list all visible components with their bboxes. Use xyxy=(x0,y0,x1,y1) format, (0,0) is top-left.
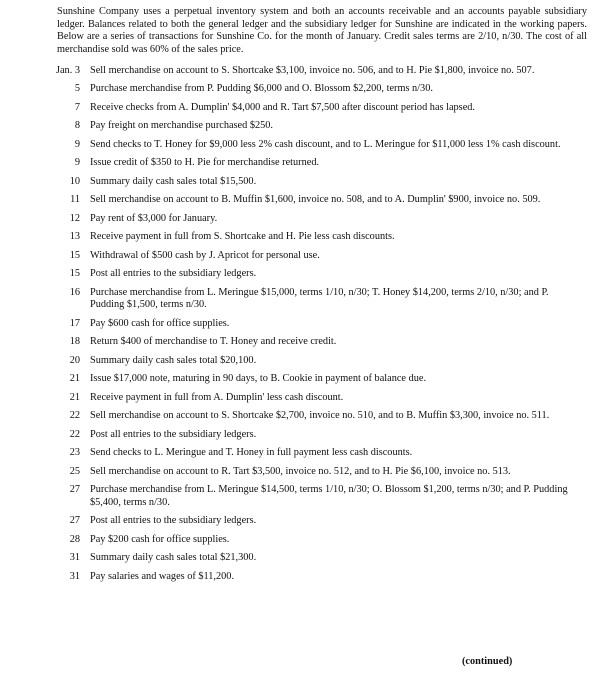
transaction-date: 15 xyxy=(69,249,80,261)
transaction-description: Summary daily cash sales total $20,100. xyxy=(90,354,257,366)
transaction-description: Summary daily cash sales total $15,500. xyxy=(90,175,257,187)
transaction-row xyxy=(0,392,613,405)
transaction-row xyxy=(0,318,613,331)
transaction-date: 23 xyxy=(69,447,80,459)
transaction-row xyxy=(0,336,613,349)
transaction-date: 31 xyxy=(69,570,80,582)
transaction-description: Purchase merchandise from L. Meringue $15,000, terms 1/10, n/30; T. Honey $14,200, terms 2/10, n/30; and P. Pudding $1,500, terms n/30. xyxy=(90,286,549,311)
transaction-row xyxy=(0,429,613,442)
transaction-row xyxy=(0,466,613,479)
transaction-date: 22 xyxy=(69,428,80,440)
transaction-description: Sell merchandise on account to R. Tart $3,500, invoice no. 512, and to H. Pie $6,100, invoice no. 513. xyxy=(90,465,511,477)
transaction-row xyxy=(0,194,613,207)
transaction-date: 31 xyxy=(69,552,80,564)
transaction-date: 17 xyxy=(69,317,80,329)
transaction-date: 13 xyxy=(69,231,80,243)
transaction-date: 8 xyxy=(74,120,80,132)
transaction-description: Summary daily cash sales total $21,300. xyxy=(90,552,257,564)
transaction-date: 21 xyxy=(69,373,80,385)
transaction-row xyxy=(0,373,613,386)
transaction-date: 22 xyxy=(69,410,80,422)
continued-label: (continued) xyxy=(462,656,513,667)
transaction-description: Pay freight on merchandise purchased $250. xyxy=(90,120,274,132)
transaction-row xyxy=(0,268,613,281)
transaction-description: Receive payment in full from A. Dumplin' less cash discount. xyxy=(90,391,344,403)
transaction-row xyxy=(0,157,613,170)
transaction-date: 11 xyxy=(70,194,80,206)
transaction-date: 28 xyxy=(69,533,80,545)
transaction-row xyxy=(0,447,613,460)
transaction-row xyxy=(0,213,613,226)
transaction-row xyxy=(0,484,613,509)
transaction-description: Pay rent of $3,000 for January. xyxy=(90,212,218,224)
transaction-date: 9 xyxy=(74,157,80,169)
transaction-row xyxy=(0,231,613,244)
transaction-description: Sell merchandise on account to S. Shortcake $2,700, invoice no. 510, and to B. Muffin $3,300, invoice no. 511. xyxy=(90,410,550,422)
transaction-date: 10 xyxy=(69,175,80,187)
transaction-row xyxy=(0,571,613,584)
transaction-description: Withdrawal of $500 cash by J. Apricot for personal use. xyxy=(90,249,320,261)
transaction-row xyxy=(0,102,613,115)
transaction-row xyxy=(0,287,613,312)
transaction-row xyxy=(0,355,613,368)
transaction-description: Send checks to T. Honey for $9,000 less 2% cash discount, and to L. Meringue for $11,000 less 1% cash discount. xyxy=(90,138,561,150)
transaction-description: Receive checks from A. Dumplin' $4,000 and R. Tart $7,500 after discount period has lapsed. xyxy=(90,101,475,113)
transaction-row xyxy=(0,552,613,565)
transaction-description: Issue credit of $350 to H. Pie for merchandise returned. xyxy=(90,157,320,169)
transaction-row xyxy=(0,176,613,189)
transaction-list xyxy=(0,65,613,589)
transaction-description: Pay $200 cash for office supplies. xyxy=(90,533,230,545)
transaction-description: Post all entries to the subsidiary ledgers. xyxy=(90,515,257,527)
transaction-date: 27 xyxy=(69,484,80,496)
transaction-date: 7 xyxy=(74,101,80,113)
transaction-date: 15 xyxy=(69,268,80,280)
transaction-description: Send checks to L. Meringue and T. Honey in full payment less cash discounts. xyxy=(90,447,413,459)
transaction-description: Purchase merchandise from L. Meringue $14,500, terms 1/10, n/30; O. Blossom $1,200, terms n/30; and P. Pudding $5,400, terms n/30. xyxy=(90,484,568,508)
transaction-row xyxy=(0,120,613,133)
transaction-row xyxy=(0,83,613,96)
transaction-date: 18 xyxy=(69,336,80,348)
transaction-description: Pay salaries and wages of $11,200. xyxy=(90,570,235,582)
transaction-row xyxy=(0,139,613,152)
transaction-description: Sell merchandise on account to S. Shortcake $3,100, invoice no. 506, and to H. Pie $1,800, invoice no. 507. xyxy=(90,65,535,76)
transaction-description: Issue $17,000 note, maturing in 90 days, to B. Cookie in payment of balance due. xyxy=(90,373,427,385)
transaction-description: Receive payment in full from S. Shortcake and H. Pie less cash discounts. xyxy=(90,231,395,243)
transaction-date: 21 xyxy=(69,391,80,403)
transaction-row xyxy=(0,65,613,78)
transaction-row xyxy=(0,534,613,547)
transaction-date: 16 xyxy=(69,286,80,298)
intro-paragraph: Sunshine Company uses a perpetual inventory system and both an accounts receivable and an accounts payable subsidiary ledger. Balances related to both the general ledger and the subsidiary ledger for Sunshine are indicated in the working papers. Below are a series of transactions for Sunshine Co. for the month of January. Credit sales terms are 2/10, n/30. The cost of all merchandise sold was 60% of the sales price. xyxy=(57,6,587,55)
transaction-description: Purchase merchandise from P. Pudding $6,000 and O. Blossom $2,200, terms n/30. xyxy=(90,83,433,95)
transaction-description: Sell merchandise on account to B. Muffin $1,600, invoice no. 508, and to A. Dumplin' $900, invoice no. 509. xyxy=(90,194,541,206)
transaction-date: 20 xyxy=(69,354,80,366)
transaction-row xyxy=(0,250,613,263)
transaction-row xyxy=(0,410,613,423)
transaction-date: 25 xyxy=(69,465,80,477)
transaction-row xyxy=(0,515,613,528)
transaction-date: 27 xyxy=(69,515,80,527)
transaction-description: Return $400 of merchandise to T. Honey and receive credit. xyxy=(90,336,337,348)
transaction-date: 12 xyxy=(69,212,80,224)
transaction-description: Pay $600 cash for office supplies. xyxy=(90,317,230,329)
transaction-date: 5 xyxy=(74,83,80,95)
transaction-date: Jan. 3 xyxy=(55,65,80,76)
transaction-description: Post all entries to the subsidiary ledgers. xyxy=(90,268,257,280)
transaction-date: 9 xyxy=(74,138,80,150)
transaction-description: Post all entries to the subsidiary ledgers. xyxy=(90,428,257,440)
